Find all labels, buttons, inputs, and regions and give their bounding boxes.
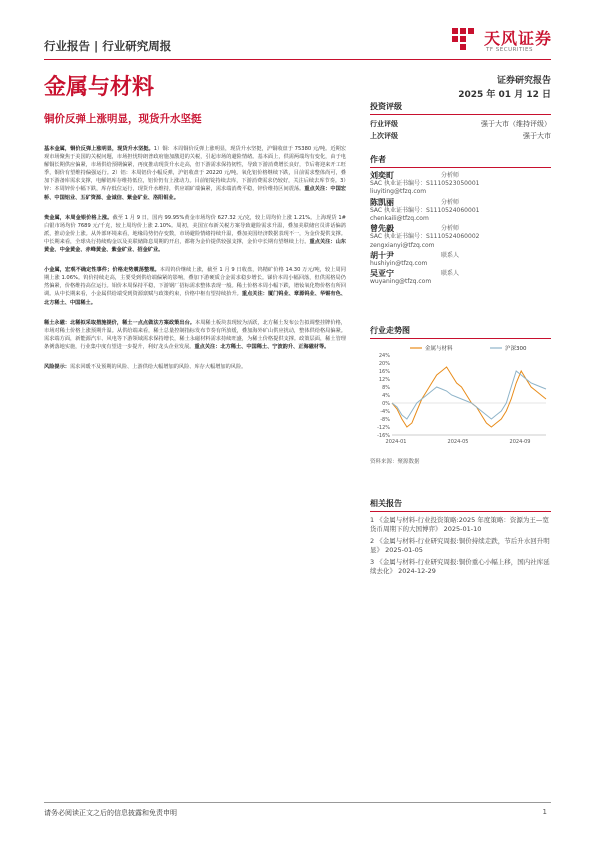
contact-email[interactable]: wuyaning@tfzq.com — [370, 278, 432, 286]
y-tick-label: 20% — [378, 361, 390, 367]
analyst-email[interactable]: liuyiting@tfzq.com — [370, 188, 427, 196]
page-title: 金属与材料 — [44, 75, 155, 100]
contact-entry: 胡十尹 联系人 hushiyin@tfzq.com — [370, 252, 551, 268]
related-report-link[interactable]: 2 《金属与材料-行业研究周报:铜价持续走跌，节后升水回升明显》 2025-01-05 — [370, 536, 550, 555]
legend-label: 沪深300 — [505, 346, 527, 352]
related-section — [370, 498, 551, 578]
y-tick-label: 12% — [378, 377, 390, 383]
y-tick-label: 0% — [382, 401, 390, 407]
report-date: 2025 年 01 月 12 日 — [458, 90, 551, 100]
paragraph-risk: 风险提示：需求回暖不及预期的风险、上游供给大幅增加的风险、库存大幅增加的风险。 — [44, 363, 247, 370]
paragraph-rare-earth: 稀土永磁：北稀拟采取措施提价，稀土一点点做法方案政策出台。本周稀土板块表现较为活跃，北方稀土发布公告拟调整挂牌价格，市场对稀土价格上涨预期升温。从供给端来看，稀土总量控制指标发布节奏有所放缓，叠加海外矿山供应扰动，整体供给格局偏紧。需求端方面，新能源汽车、风电等下游领域需求保持增长，稀土永磁材料需求持续旺盛，为稀土价格提供支撑。政策层面，稀土管理条例落地实施，行业集中度有望进一步提升，利好龙头企业发展。重点关注：北方稀土、中国稀土、宁波韵升、正海磁材等。 — [44, 319, 346, 350]
y-tick-label: -4% — [380, 409, 390, 415]
related-report-link[interactable]: 3 《金属与材料-行业研究周报:铜价重心小幅上移，国内社库延续去化》 2024-12-29 — [370, 557, 550, 576]
related-report-link[interactable]: 1 《金属与材料-行业投资策略:2025 年度策略：资源为王—宽货币周期下的大国博弈》 2025-01-10 — [370, 516, 549, 534]
paragraph-precious-metals: 贵金属，本周金银价格上涨。截至 1 月 9 日，国内 99.95%黄金市场均价 627.32 元/克，较上周均价上涨 1.21%。上海现货 1#白银市场均价 7689 元/千克，较上周均价上涨 2.10%。周初，美国宣布新关税方案导致避险需求升温，叠加美联储官员讲话偏鸽派，推动金价上涨。从外部环境来看，地缘局势仍存变数，市场避险情绪持续升温，叠加美国经济数据表现不一，为金价提供支撑。中长期来看，全球央行持续购金以及美联储降息周期的开启，都将为金价提供较强支撑，金价中长期有望继续上行。重点关注：山东黄金、中金黄金、赤峰黄金、紫金矿业、招金矿业。 — [44, 214, 346, 254]
report-type: 证券研究报告 — [496, 76, 551, 86]
y-tick-label: 24% — [378, 353, 390, 359]
industry-trend-chart — [370, 343, 551, 451]
company-logo — [440, 20, 553, 70]
header-rule — [44, 59, 551, 60]
analysts-section — [370, 154, 551, 287]
y-tick-label: 4% — [382, 393, 390, 399]
rating-section — [370, 101, 551, 141]
analyst-email[interactable]: chenkaili@tfzq.com — [370, 215, 429, 223]
paragraph-base-metals: 基本金属，铜价反弹上涨明显，现货升水坚挺。1）铜：本周铜价反弹上涨明显，现货升水坚挺，沪铜收盘于 75380 元/吨。近期宏观市场聚焦于美国的关税问题，市场担忧特朗普政府施加激进的关税，引起市场的避险情绪。基本面上，供需两端均有变化，由于电解铜长期供应偏紧，市场供给预期偏紧，再度推动现货升水走高，但下游需求保持韧性，导致下游消费增长良好，节后将迎来开工旺季，铜价有望维持偏强运行。2）铝：本周铝价小幅反弹，沪铝收盘于 20220 元/吨。氧化铝价格继续下跌，目前需求整体尚可，叠加下游备库需求支撑，电解铝库存维持低位，铝价仍有上涨动力。目前铝锭持续去库，下游消费需求仍较好，关注后续去库节奏。3）锌：本周锌价小幅下跌，库存低位运行，现货升水维持，供应端矿端偏紧，需求端消费平稳，锌价维持区间震荡。重点关注：中国宏桥、中国铝业、五矿资源、金诚信、紫金矿业、洛阳钼业。 — [44, 146, 346, 201]
series-line-1 — [392, 371, 546, 419]
y-tick-label: 8% — [382, 385, 390, 391]
footer-rule — [44, 802, 551, 803]
report-subtitle: 铜价反弹上涨明显，现货升水坚挺 — [44, 113, 202, 125]
report-body — [44, 145, 346, 383]
rating-title: 投资评级 — [370, 101, 551, 115]
related-list — [370, 516, 551, 576]
y-tick-label: 16% — [378, 369, 390, 375]
trend-section — [370, 325, 551, 465]
page-number: 1 — [542, 808, 547, 816]
legend-label: 金属与材料 — [425, 346, 453, 352]
contact-entry: 吴亚宁 联系人 wuyaning@tfzq.com — [370, 270, 551, 286]
y-tick-label: -8% — [380, 417, 390, 423]
footer-disclaimer: 请务必阅读正文之后的信息披露和免责申明 — [44, 809, 177, 817]
related-title: 相关报告 — [370, 498, 551, 512]
y-tick-label: -16% — [377, 433, 390, 439]
logo-english: TF SECURITIES — [486, 47, 533, 53]
analyst-entry: 刘奕町 分析师 SAC 执业证书编号：S1110523050001 liuyiting@tfzq.com — [370, 172, 551, 197]
chart-source: 资料来源：聚源数据 — [370, 459, 420, 465]
analyst-entry: 曾先毅 分析师 SAC 执业证书编号：S1110524060002 zengxianyi@tfzq.com — [370, 225, 551, 250]
logo-mark-icon — [450, 26, 480, 54]
industry-rating-row: 行业评级 强于大市（维持评级） — [370, 120, 551, 128]
x-tick-label: 2024-09 — [509, 439, 531, 445]
paragraph-minor-metals: 小金属，宏观不确定性事件；价格走势震荡整理。本周钨价继续上涨，截至 1 月 9 日收盘，钨精矿价格 14.30 万元/吨，较上周同期上涨 1.06%。钨价持续走高，主要受到供给端偏紧的影响，叠加下游硬质合金需求稳步增长。锑价本周小幅回落，但供需格局仍然偏紧，价格维持高位运行。钼价本周保持平稳，下游钢厂招标需求整体表现一般。稀土价格本周小幅下跌，镨钕氧化物价格有所回调。从中长期来看，小金属供给端受到资源禀赋与政策约束，价格中枢有望持续抬升。重点关注：厦门钨业、章源钨业、华锡有色、北方稀土、中国稀土。 — [44, 267, 346, 306]
analysts-title: 作者 — [370, 154, 551, 168]
y-tick-label: -12% — [377, 425, 390, 431]
x-tick-label: 2024-05 — [447, 439, 469, 445]
report-category: 行业报告 | 行业研究周报 — [44, 39, 172, 53]
analyst-entry: 陈凯丽 分析师 SAC 执业证书编号：S1110524060001 chenkaili@tfzq.com — [370, 199, 551, 224]
analyst-email[interactable]: zengxianyi@tfzq.com — [370, 241, 435, 249]
logo-name: 天风证券 — [484, 29, 553, 48]
last-rating-row: 上次评级 强于大市 — [370, 132, 551, 140]
contact-email[interactable]: hushiyin@tfzq.com — [370, 260, 428, 268]
x-tick-label: 2024-01 — [385, 439, 407, 445]
trend-title: 行业走势图 — [370, 325, 551, 339]
